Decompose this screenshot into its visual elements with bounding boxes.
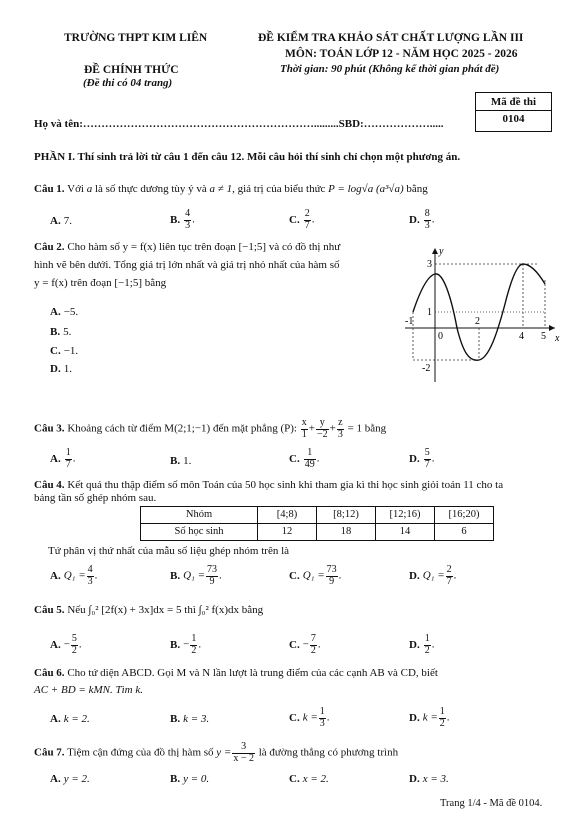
q5-option-b[interactable]: B. − $\frac{1}{2}$ . [170, 633, 202, 656]
q1-opt-c-num: 2 [304, 208, 310, 219]
q2-option-d[interactable]: D. 1. [50, 363, 72, 375]
q6-opt-c-den: 3 [319, 717, 325, 729]
q4-opt-a-pre: Q₁ = [63, 569, 86, 582]
q1-text-c: , giá trị của biểu thức [232, 183, 326, 195]
q2-tick-3: 3 [427, 259, 432, 270]
table-cell: [4;8) [258, 507, 317, 524]
q7-label: Câu 7. [34, 746, 65, 759]
q6-option-a[interactable]: A. k = 2. [50, 713, 90, 725]
q2-label: Câu 2. [34, 241, 65, 253]
q6-opt-d-den: 2 [439, 717, 445, 729]
q4-opt-a-den: 3 [87, 575, 93, 587]
q7-func-den: x − 2 [233, 752, 254, 764]
question-2-line2: hình vẽ bên dưới. Tổng giá trị lớn nhất và giá trị nhỏ nhất của hàm số [34, 259, 340, 271]
q2-option-c[interactable]: C. −1. [50, 345, 79, 357]
q2-tick-m1: -1 [405, 316, 414, 327]
q7-func-pre: y = [216, 746, 232, 759]
table-cell: [12;16) [376, 507, 435, 524]
q5-opt-d-num: 1 [424, 633, 430, 644]
q4-opt-c-num: 73 [326, 564, 337, 575]
question-3: Câu 3. Khoảng cách từ điểm M(2;1;−1) đến mặt phẳng (P): $\frac{x}{1}$ + $\frac{y}{-2}$ + $\frac{z}{3}$ = 1 bằng [34, 417, 387, 440]
q1-cond: a ≠ 1 [209, 183, 233, 195]
q5-label: Câu 5. [34, 604, 65, 616]
q5-option-a[interactable]: A. − $\frac{5}{2}$ . [50, 633, 82, 656]
table-cell: 18 [317, 524, 376, 541]
q2-tick-m2: -2 [422, 363, 431, 374]
q2-opt-a-text: −5. [63, 306, 79, 318]
q1-label: Câu 1. [34, 183, 65, 195]
q1-text-a: Với [67, 183, 84, 195]
q1-opt-d-den: 3 [424, 219, 430, 231]
q3-plane-tail: = 1 bằng [347, 422, 387, 435]
q4-question: Tứ phân vị thứ nhất của mẫu số liệu ghép nhóm trên là [48, 545, 290, 557]
q4-opt-c-pre: Q₁ = [302, 569, 325, 582]
q3-opt-d-num: 5 [424, 447, 430, 458]
table-cell: 6 [435, 524, 494, 541]
q4-option-d[interactable]: D. Q₁ = $\frac{2}{7}$ . [409, 564, 457, 587]
name-sbd-line: Họ và tên:……………………………………………………….........SBD:………………..... [34, 118, 444, 130]
x-axis-arrow-icon [549, 325, 555, 331]
q3-opt-b-text: 1. [183, 455, 192, 467]
q7-text-b: là đường thẳng có phương trình [258, 746, 399, 759]
q7-func-num: 3 [232, 742, 255, 754]
q6-opt-b-text: k = 3. [183, 713, 210, 725]
table-cell: 14 [376, 524, 435, 541]
q3-opt-c-num: 1 [304, 448, 316, 460]
q4-opt-c-den: 9 [329, 575, 335, 587]
q2-tick-4: 4 [519, 331, 524, 342]
q5-option-c[interactable]: C. − $\frac{7}{2}$ . [289, 633, 321, 656]
q4-option-a[interactable]: A. Q₁ = $\frac{4}{3}$ . [50, 564, 98, 587]
page-footer: Trang 1/4 - Mã đề 0104. [440, 798, 543, 809]
q2-opt-b-text: 5. [63, 326, 72, 338]
q3-opt-a-den: 7 [65, 458, 71, 470]
q6-option-c[interactable]: C. k = $\frac{1}{3}$ . [289, 706, 330, 729]
q3-opt-c-den: 49 [304, 458, 315, 470]
exam-code-value: 0104 [476, 110, 551, 127]
q5-text: Nếu ∫₀² [2f(x) + 3x]dx = 5 thì ∫₀² f(x)dx bằng [67, 604, 264, 616]
q7-text-a: Tiệm cận đứng của đồ thị hàm số [67, 746, 214, 759]
q2-tick-1: 1 [427, 307, 432, 318]
q4-opt-d-pre: Q₁ = [422, 569, 445, 582]
q2-option-b[interactable]: B. 5. [50, 326, 72, 338]
q1-option-a[interactable]: A. 7. [50, 215, 72, 227]
q7-opt-b-text: y = 0. [183, 773, 210, 785]
q4-option-c[interactable]: C. Q₁ = $\frac{73}{9}$ . [289, 564, 342, 587]
q2-origin: 0 [438, 331, 443, 342]
q6-option-b[interactable]: B. k = 3. [170, 713, 210, 725]
q3-text: Khoảng cách từ điểm M(2;1;−1) đến mặt phẳng (P): [67, 422, 297, 435]
q4-opt-d-den: 7 [446, 575, 452, 587]
q6-opt-c-pre: k = [302, 711, 318, 724]
school-name: TRƯỜNG THPT KIM LIÊN [64, 32, 208, 44]
q1-opt-a-text: 7. [63, 215, 72, 227]
q6-option-d[interactable]: D. k = $\frac{1}{2}$ . [409, 706, 450, 729]
question-5 [34, 604, 263, 618]
q1-opt-d-num: 8 [424, 208, 430, 219]
q4-opt-d-num: 2 [446, 564, 452, 575]
q1-option-b[interactable]: B. $\frac{4}{3}$ . [170, 208, 195, 231]
question-6-line2: AC + BD = kMN. Tìm k. [34, 684, 143, 696]
q1-option-c[interactable]: C. $\frac{2}{7}$ . [289, 208, 315, 231]
q5-opt-c-num: 7 [310, 633, 316, 644]
q6-label: Câu 6. [34, 667, 65, 679]
question-7 [34, 742, 398, 764]
q7-option-a[interactable]: A. y = 2. [50, 773, 90, 785]
q3-option-d[interactable]: D. $\frac{5}{7}$ . [409, 447, 435, 470]
table-cell: 12 [258, 524, 317, 541]
q2-y-label: y [439, 246, 444, 257]
q6-opt-d-pre: k = [422, 711, 438, 724]
y-axis-arrow-icon [432, 248, 438, 254]
table-row [141, 507, 494, 524]
q1-opt-b-den: 3 [185, 219, 191, 231]
q5-opt-b-num: 1 [191, 633, 197, 644]
q4-option-b[interactable]: B. Q₁ = $\frac{73}{9}$ . [170, 564, 222, 587]
q5-opt-d-den: 2 [424, 644, 430, 656]
q3-opt-d-den: 7 [424, 458, 430, 470]
q7-option-d[interactable]: D. x = 3. [409, 773, 449, 785]
q2-function-graph [405, 244, 565, 384]
official-label: ĐỀ CHÍNH THỨC [84, 64, 179, 76]
q3-option-a[interactable]: A. $\frac{1}{7}$ . [50, 447, 76, 470]
q7-option-b[interactable]: B. y = 0. [170, 773, 210, 785]
question-1 [34, 183, 428, 197]
q3-option-b[interactable]: B. 1. [170, 455, 192, 467]
q7-opt-a-text: y = 2. [63, 773, 90, 785]
q6-opt-a-text: k = 2. [63, 713, 90, 725]
q5-opt-b-den: 2 [191, 644, 197, 656]
question-2-line1 [34, 241, 340, 255]
q5-opt-c-den: 2 [310, 644, 316, 656]
q1-opt-b-num: 4 [185, 208, 191, 219]
q4-label: Câu 4. [34, 479, 65, 491]
q2-x-label: x [555, 333, 560, 344]
exam-code-box [475, 92, 552, 132]
exam-code-label: Mã đề thi [490, 96, 537, 108]
q7-option-c[interactable]: C. x = 2. [289, 773, 329, 785]
q1-option-d[interactable]: D. $\frac{8}{3}$ . [409, 208, 435, 231]
question-4-line1 [34, 479, 503, 493]
exam-title: ĐỀ KIỂM TRA KHẢO SÁT CHẤT LƯỢNG LẦN III [258, 32, 524, 44]
q1-opt-c-den: 7 [304, 219, 310, 231]
q2-line1-text: Cho hàm số y = f(x) liên tục trên đoạn [−1;5] và có đồ thị như [67, 241, 341, 253]
subject-line: MÔN: TOÁN LỚP 12 - NĂM HỌC 2025 - 2026 [285, 48, 518, 60]
table-row [141, 524, 494, 541]
time-note: Thời gian: 90 phút (Không kể thời gian phát đề) [280, 63, 500, 75]
q5-opt-a-num: 5 [71, 633, 77, 644]
q2-tick-5: 5 [541, 331, 546, 342]
q1-text-b: là số thực dương tùy ý và [94, 183, 207, 195]
question-2-line3: y = f(x) trên đoạn [−1;5] bằng [34, 277, 167, 289]
table-cell: [8;12) [317, 507, 376, 524]
q4-line1-text: Kết quả thu thập điểm số môn Toán của 50 học sinh khi tham gia kì thi học sinh giỏi toán 11 cho ta [67, 479, 504, 491]
q7-opt-d-text: x = 3. [422, 773, 449, 785]
q5-option-d[interactable]: D. $\frac{1}{2}$ . [409, 633, 435, 656]
q6-opt-d-num: 1 [439, 706, 445, 717]
question-6-line1 [34, 667, 438, 681]
q5-opt-a-den: 2 [71, 644, 77, 656]
q2-opt-c-text: −1. [63, 345, 79, 357]
q6-line1-text: Cho tứ diện ABCD. Gọi M và N lần lượt là trung điểm của các cạnh AB và CD, biết [67, 667, 438, 679]
q1-text-d: bằng [406, 183, 428, 195]
part1-instruction: PHẦN I. Thí sinh trả lời từ câu 1 đến câu 12. Mỗi câu hỏi thí sinh chỉ chọn một phương án. [34, 151, 461, 163]
q4-opt-a-num: 4 [87, 564, 93, 575]
q6-opt-c-num: 1 [319, 706, 325, 717]
table-cell: [16;20) [435, 507, 494, 524]
q7-opt-c-text: x = 2. [302, 773, 329, 785]
question-4-line2: bảng tần số ghép nhóm sau. [34, 492, 157, 504]
q2-dashed-guides [413, 264, 545, 360]
q2-opt-d-text: 1. [63, 363, 72, 375]
q3-label: Câu 3. [34, 422, 65, 435]
q4-opt-b-num: 73 [207, 564, 218, 575]
q3-opt-a-num: 1 [65, 447, 71, 458]
q1-expr: P = log√a (a³√a) [328, 183, 404, 195]
q4-opt-b-pre: Q₁ = [183, 569, 206, 582]
q2-tick-2: 2 [475, 316, 480, 327]
table-cell: Nhóm [141, 507, 258, 524]
table-cell: Số học sinh [141, 524, 258, 541]
q4-opt-b-den: 9 [209, 575, 215, 587]
q4-frequency-table [140, 506, 494, 541]
q1-var-a: a [86, 183, 93, 195]
pages-note: (Đề thi có 04 trang) [83, 77, 173, 89]
q2-option-a[interactable]: A. −5. [50, 306, 79, 318]
q3-option-c[interactable]: C. $\frac{1}{49}$ . [289, 447, 320, 470]
